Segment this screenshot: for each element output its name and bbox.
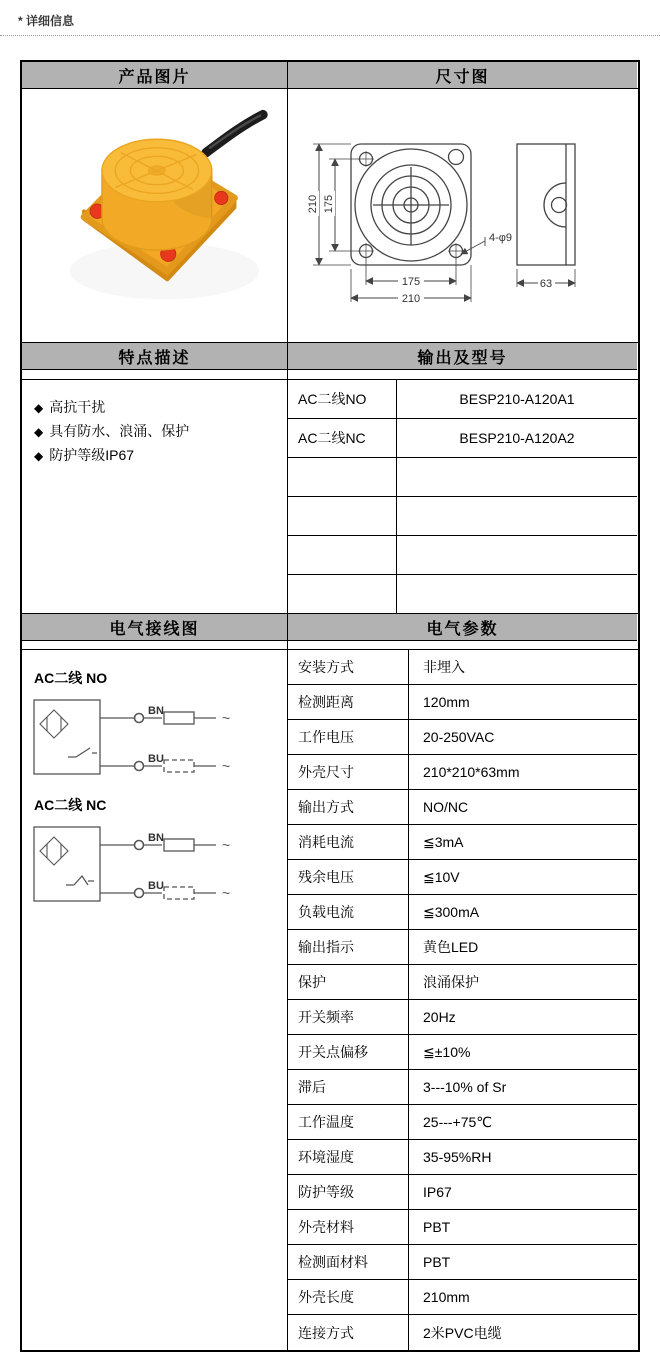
corner-dot — [214, 191, 227, 204]
param-label: 工作电压 — [288, 720, 409, 754]
param-label: 输出指示 — [288, 930, 409, 964]
product-photo-cell — [22, 89, 288, 342]
output-type: AC二线NC — [288, 419, 397, 457]
diamond-bullet-icon: ◆ — [34, 401, 44, 415]
param-label: 检测面材料 — [288, 1245, 409, 1279]
wire-bu-label: BU — [148, 880, 164, 892]
model-number: BESP210-A120A1 — [459, 391, 575, 407]
ac-wave-symbol: ~ — [222, 758, 231, 774]
ac-wave-symbol: ~ — [222, 885, 231, 901]
model-number — [397, 575, 637, 614]
param-value: 25---+75℃ — [423, 1113, 493, 1130]
param-value: IP67 — [423, 1184, 452, 1200]
output-type — [288, 536, 397, 574]
param-row — [288, 1175, 637, 1210]
dim-depth: 63 — [539, 277, 552, 290]
dotted-divider — [0, 35, 660, 36]
param-label: 开关点偏移 — [288, 1035, 409, 1069]
output-type — [288, 458, 397, 496]
param-label: 防护等级 — [288, 1175, 409, 1209]
param-row — [288, 965, 637, 1000]
param-value: 浪涌保护 — [423, 974, 479, 990]
header-electrical-params: 电气参数 — [288, 614, 637, 649]
header-row-3 — [22, 614, 638, 650]
param-value: 2米PVC电缆 — [423, 1324, 502, 1341]
model-number — [397, 458, 637, 496]
wiring-no-label: AC二线 NO — [34, 670, 108, 686]
header-row-2 — [22, 343, 638, 380]
dim-height-outer: 210 — [306, 194, 319, 213]
param-row — [288, 825, 637, 860]
param-row — [288, 930, 637, 965]
param-value: NO/NC — [423, 799, 469, 815]
param-value: PBT — [423, 1219, 451, 1235]
param-value: 非埋入 — [423, 659, 465, 675]
dim-width-outer: 210 — [401, 292, 420, 305]
output-model-row — [288, 497, 637, 536]
param-label: 检测距离 — [288, 685, 409, 719]
wiring-diagrams-cell — [22, 650, 288, 1350]
dimension-diagram-cell — [288, 89, 637, 342]
param-value: ≦±10% — [423, 1043, 471, 1060]
image-row — [22, 89, 638, 343]
param-label: 连接方式 — [288, 1315, 409, 1350]
diamond-bullet-icon: ◆ — [34, 449, 44, 463]
param-row — [288, 1140, 637, 1175]
feature-text: 防护等级IP67 — [49, 447, 135, 463]
param-label: 残余电压 — [288, 860, 409, 894]
param-row — [288, 1245, 637, 1280]
wiring-diagram-nc — [30, 817, 280, 913]
model-number: BESP210-A120A2 — [459, 430, 575, 446]
output-type — [288, 497, 397, 535]
param-row — [288, 895, 637, 930]
param-value: 35-95%RH — [423, 1149, 492, 1165]
spec-table — [20, 60, 640, 1352]
param-label: 外壳长度 — [288, 1280, 409, 1314]
dim-holes-note: 4-φ9 — [488, 231, 512, 244]
output-model-row — [288, 419, 637, 458]
header-features: 特点描述 — [22, 343, 288, 379]
output-model-row — [288, 380, 637, 419]
feature-item — [34, 444, 287, 468]
wire-bu-label: BU — [148, 753, 164, 765]
output-model-row — [288, 458, 637, 497]
param-row — [288, 1210, 637, 1245]
param-value: 20-250VAC — [423, 729, 495, 745]
wiring-params-row — [22, 650, 638, 1350]
dim-height-holes: 175 — [322, 194, 335, 213]
product-photo — [30, 93, 280, 338]
param-row — [288, 685, 637, 720]
param-label: 输出方式 — [288, 790, 409, 824]
wiring-nc-label: AC二线 NC — [34, 797, 107, 813]
model-number — [397, 536, 637, 574]
param-row — [288, 1280, 637, 1315]
diamond-bullet-icon: ◆ — [34, 425, 44, 439]
model-number — [397, 497, 637, 535]
param-value: 210*210*63mm — [423, 764, 520, 780]
wire-bn-label: BN — [148, 705, 164, 717]
param-value: 黄色LED — [423, 939, 479, 955]
param-row — [288, 1105, 637, 1140]
ac-wave-symbol: ~ — [222, 837, 231, 853]
page-title: * 详细信息 — [18, 14, 75, 28]
param-value: 210mm — [423, 1289, 470, 1305]
dimension-drawing — [289, 91, 637, 341]
param-label: 环境湿度 — [288, 1140, 409, 1174]
electrical-params-table — [288, 650, 637, 1350]
param-value: 120mm — [423, 694, 470, 710]
param-value: ≦3mA — [423, 833, 464, 850]
param-row — [288, 1000, 637, 1035]
param-row — [288, 1035, 637, 1070]
header-product-image: 产品图片 — [22, 62, 288, 88]
header-row-1 — [22, 62, 638, 89]
features-output-row — [22, 380, 638, 614]
param-label: 滞后 — [288, 1070, 409, 1104]
output-model-row — [288, 536, 637, 575]
param-row — [288, 720, 637, 755]
param-row — [288, 755, 637, 790]
output-models-table — [288, 380, 637, 613]
output-model-row — [288, 575, 637, 614]
sensor-cable — [206, 115, 263, 153]
param-label: 开关频率 — [288, 1000, 409, 1034]
header-output-models: 输出及型号 — [288, 343, 637, 379]
param-row — [288, 860, 637, 895]
param-row — [288, 1315, 637, 1350]
param-label: 外壳尺寸 — [288, 755, 409, 789]
param-label: 负载电流 — [288, 895, 409, 929]
param-value: PBT — [423, 1254, 451, 1270]
features-list — [22, 380, 288, 613]
wiring-diagram-no — [30, 690, 280, 786]
ac-wave-symbol: ~ — [222, 710, 231, 726]
feature-item — [34, 396, 287, 420]
feature-item — [34, 420, 287, 444]
param-row — [288, 790, 637, 825]
param-label: 工作温度 — [288, 1105, 409, 1139]
param-label: 保护 — [288, 965, 409, 999]
param-row — [288, 1070, 637, 1105]
param-row — [288, 650, 637, 685]
param-value: ≦10V — [423, 868, 460, 885]
param-value: ≦300mA — [423, 903, 480, 920]
param-value: 3---10% of Sr — [423, 1079, 507, 1095]
header-wiring-diagram: 电气接线图 — [22, 614, 288, 649]
header-dimension-diagram: 尺寸图 — [288, 62, 637, 88]
feature-text: 具有防水、浪涌、保护 — [49, 423, 190, 439]
param-value: 20Hz — [423, 1009, 456, 1025]
wire-bn-label: BN — [148, 832, 164, 844]
dim-width-holes: 175 — [401, 275, 420, 288]
param-label: 安装方式 — [288, 650, 409, 684]
param-label: 外壳材料 — [288, 1210, 409, 1244]
feature-text: 高抗干扰 — [49, 399, 106, 415]
output-type — [288, 575, 397, 614]
param-label: 消耗电流 — [288, 825, 409, 859]
output-type: AC二线NO — [288, 380, 397, 418]
